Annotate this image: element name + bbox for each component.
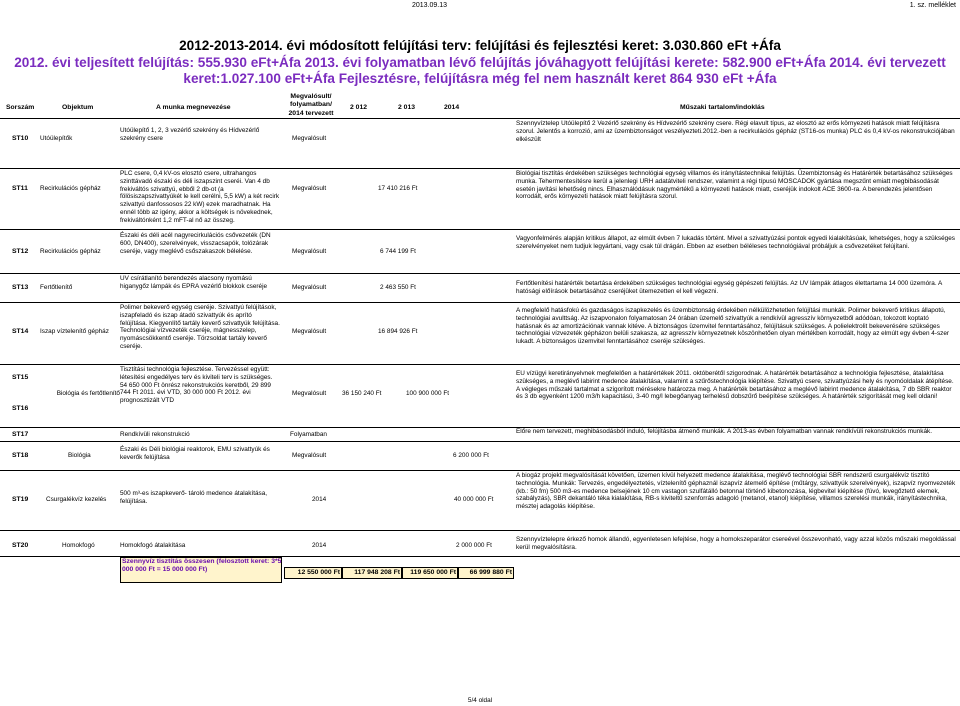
row-object: Biológia bbox=[68, 452, 91, 459]
row-status: Megvalósult bbox=[292, 185, 327, 192]
row-divider bbox=[0, 441, 960, 442]
row-id: ST10 bbox=[12, 135, 29, 142]
row-id: ST12 bbox=[12, 248, 29, 255]
row-divider bbox=[0, 118, 960, 119]
row-technical: Szennyvíztelep Utóülepítő 2 Vezérlő szekrény és Hídvezérlő szekrény csere. Régi elavult típus, az elosztó az erős környezeti hatások miatt felújításra szorul. Jelentős a korrozió, ami az üzembiztonságot veszélyezteti.2012.-ben a recirkulációs gépház (ST16-os munka) PLC és 0,4 kV-os rekonstrukciójában elkészült bbox=[516, 120, 955, 143]
row-work: Utóülepítő 1, 2, 3 vezérlő szekrény és Hídvezérlő szekrény csere bbox=[120, 127, 260, 142]
row-divider bbox=[0, 168, 960, 169]
row-2014: 2 000 000 Ft bbox=[456, 542, 492, 549]
annex-label: 1. sz. melléklet bbox=[909, 2, 956, 9]
row-object: Csurgalékvíz kezelés bbox=[46, 496, 107, 503]
page-number: 5/4 oldal bbox=[467, 697, 493, 704]
row-2012: 2 463 550 Ft bbox=[380, 284, 416, 291]
title-line-3: keret:1.027.100 eFt+Áfa Fejlesztésre, felújításra még fel nem használt keret 864 930 eFt +Áfa bbox=[183, 71, 777, 86]
document-title bbox=[0, 38, 960, 88]
row-technical: A biogáz projekt megvalósítását követően, üzemen kívül helyezett medence átalakítása, meglévő technológiai SBR rendszerű csurgalékvíz tisztító technológia. Munkák: Tervezés, engedélyeztetés, víztelenítő géphaznál iszapvíz átemelő építése (műtárgy, szivattyúk szerelvények), iszapvíz nyomvezeték (kb.: 50 fm) 500 m3-es medence belsejének 10 cm vastagon szulfátálló betonnal történő kibetonozása, légbevitel kiépítése (fúvó, levegőztető elemek, szabályzás), SBR dekantáló téka kialakítása, RB-s kiviteltű szenforrás adagoló (metanol, etanol) kiépítése, villamos szerelési munkák, irányítástechnika, mésztej adagolás kiépítése. bbox=[516, 472, 956, 511]
row-divider bbox=[0, 530, 960, 531]
col-header-statusz: Megvalósult/ folyamatban/ 2014 tervezett bbox=[288, 93, 334, 117]
summary-2013: 119 650 000 Ft bbox=[410, 569, 456, 576]
row-status: Megvalósult bbox=[292, 390, 327, 397]
row-technical: Szennyvíztelepre érkező homok állandó, egyenletesen lefejtése, hogy a homokszeparátor csereével összevonható, vagy azzal közös műszaki megoldással kerül megvalósításra. bbox=[516, 536, 956, 551]
summary-2014: 66 999 880 Ft bbox=[469, 569, 512, 576]
row-work: Északi és Déli biológiai reaktorok, EMU szivattyúk és keverők felújítása bbox=[120, 446, 270, 461]
row-id: ST18 bbox=[12, 452, 29, 459]
row-divider bbox=[0, 470, 960, 471]
summary-statusz: 12 550 000 Ft bbox=[297, 569, 340, 576]
row-work: UV csírátlanító berendezés alacsony nyomású higanygőz lámpák és EPRA vezérlő blokkok cseréje bbox=[120, 275, 268, 290]
row-2013: 100 900 000 Ft bbox=[406, 390, 449, 397]
row-work: Homokfogó átalakítása bbox=[120, 542, 186, 549]
col-header-sorszam: Sorszám bbox=[6, 104, 35, 111]
row-technical: Fertőtlenítési határérték betartása érdekében szükséges technológiai egység gépészeti felújítás. Az UV lámpák átlagos élettartama 14 000 üzemóra. A hatósági előírások betartásához cseréjüket ütemezetten el kell végezni. bbox=[516, 280, 942, 295]
row-work: Polimer bekeverő egység cseréje. Szivattyú felújítások, iszapfeladó és iszap átadó szivattyúk és aprító felújítása. Kiegyenlítő tartály keverő szivattyúk felújítása. Technológiai vízvezeték cseréje, mágnesszelep, nyomáscsökkentő cseréje. Törzsoldat tartály keverő cseréje. bbox=[120, 304, 280, 351]
row-id: ST19 bbox=[12, 496, 29, 503]
row-divider bbox=[0, 273, 960, 274]
row-work: Északi és déli acél nagyrecirkulációs csővezeték (DN 600, DN400), szerelvények, visszacsapók, tolózárak cseréje, vagy meglévő csőszakaszok bélelése. bbox=[120, 232, 271, 255]
row-id: ST15 bbox=[12, 374, 29, 381]
row-status: Megvalósult bbox=[292, 135, 327, 142]
row-technical: Vagyonfelmérés alapján kritikus állapot, az elmúlt évben 7 lukadás történt. Mivel a szivattyúzási pontok egyedi kialakításúak, lehetséges, hogy a szükséges szerelvényeket nem tudjuk legyártani, vagy csak túl drágán. Ebben az esetben béléleses technológiával próbáljuk a csővezetéket felújítani. bbox=[516, 235, 955, 250]
row-technical: A megfelelő hatásfokú és gazdaságos iszapkezelés és üzembiztonság érdekében nélkülözhetetlen felújítási munkák. Polimer bekeverő kritikus állapotú, technológiai avulttság. Az iszapvonalon folyamatosan 24 órában üzemelő szivattyúk a rendkívül agresszív környezetből adódóan, tokozott koptató hatásnak és az amortizációnak vannak kitéve. A biztonságos üzemvitel fenntartásához, felújításuk szükséges. A polielektrolit bekeverésére szükséges technológiai vízvezeték gépházon belüli szakasza, az agresszív környezetnek köszönhetően olyan mértékben korrodált, hogy az elmúlt egy évben 4-szer lukadt. A biztonságos üzemvitel fenntartásához cseréje szükséges. bbox=[516, 307, 950, 346]
row-id: ST17 bbox=[12, 431, 29, 438]
row-2012: 6 744 199 Ft bbox=[380, 248, 416, 255]
document-date: 2013.09.13 bbox=[412, 2, 448, 9]
row-work: PLC csere, 0,4 kV-os elosztó csere, ultrahangos szinttávadó északi és déli iszapszint cseréi. Van 4 db frekiváltós szivattyú, ebből 2 db-ot (a fölösiszapszivattyúkét le kell cerélni, 5,5 kW) a két recirk szivattyú danfossosos 22 kW) ezek maradhatnak. Ha ennél több az igény, akkor a költségek is növekednek, frekiváltónként 1,2 mFT-al nő az összeg. bbox=[120, 170, 280, 224]
row-status: 2014 bbox=[312, 542, 327, 549]
row-object: Iszap víztelenítő gépház bbox=[40, 328, 109, 335]
title-line-2: 2012. évi teljesített felújítás: 555.930 eFt+Áfa 2013. évi folyamatban lévő felújítás jóváhagyott felújítási kerete: 582.900 eFt+Áfa 2014. évi tervezett bbox=[14, 54, 946, 70]
row-object: Recirkulációs gépház bbox=[40, 185, 101, 192]
row-work: Rendkívüli rekonstrukció bbox=[120, 431, 190, 438]
row-object: Biológia és fertőtlenítő bbox=[56, 390, 120, 397]
row-object: Fertőtlenítő bbox=[40, 284, 73, 291]
row-status: Megvalósult bbox=[292, 248, 327, 255]
row-status: Megvalósult bbox=[292, 284, 327, 291]
row-2014: 40 000 000 Ft bbox=[454, 496, 494, 503]
row-status: Megvalósult bbox=[292, 452, 327, 459]
row-id: ST14 bbox=[12, 328, 29, 335]
row-2013: 2014 bbox=[312, 496, 327, 503]
row-technical: EU vízügyi keretirányelvnek megfelelően a határértékek 2011. októberétől szigorodnak. A határérték betartásához a technológia fejlesztése, átalakítása szükséges, a meglévő labirint medence átalakítása, valamint a szűrőstechnológia kiépítése. Szivattyú csere, szivattyúzási hely és nyomóoldalak átépítése. A végleges műszaki tartalmat a szigorított mérésekre határozza meg. A határérték betartásához a meglévő labirint medence átalakítása, 7 db SBR reaktor és 3 db egyenként 1200 m3/h kapacitású, 3-40 mg/l lebegőanyag terhelésű dobszűrő beépítése szükséges. A határérték szigorítását meg kell oldani! bbox=[516, 370, 954, 401]
row-2013: 6 200 000 Ft bbox=[453, 452, 489, 459]
row-work: Tisztítási technológia fejlesztése. Tervezéssel együtt: létesítési engedélyes terv és kiviteli terv is szükséges. 54 650 000 Ft önrész rekonstrukciós keretből, 29 899 744 Ft 2011. évi VTD, 30 000 000 Ft 2012. évi prognosztizált VTD bbox=[120, 366, 273, 405]
row-2012: 36 150 240 Ft bbox=[342, 390, 382, 397]
row-id: ST13 bbox=[12, 284, 29, 291]
row-id-secondary: ST16 bbox=[12, 405, 29, 412]
row-object: Homokfogó bbox=[62, 542, 95, 549]
row-status: Folyamatban bbox=[290, 431, 327, 438]
title-line-1: 2012-2013-2014. évi módosított felújítási terv: felújítási és fejlesztési keret: 3.030.860 eFt +Áfa bbox=[179, 38, 781, 53]
row-technical: Előre nem tervezett, meghibásodásból induló, felújításba átmenő munkák. A 2013-as évben folyamatban vannak rendkívüli rekonstrukciós munkák. bbox=[516, 428, 932, 435]
row-object: Recirkulációs gépház bbox=[40, 248, 101, 255]
summary-2012: 117 948 208 Ft bbox=[354, 569, 400, 576]
row-work: 500 m³-es iszapkeverő- tároló medence átalakítása, felújítása. bbox=[120, 490, 268, 505]
row-2012: 17 410 216 Ft bbox=[378, 185, 418, 192]
row-divider bbox=[0, 364, 960, 365]
row-id: ST11 bbox=[12, 185, 28, 192]
row-divider bbox=[0, 302, 960, 303]
row-divider bbox=[0, 229, 960, 230]
col-header-2014: 2014 bbox=[444, 104, 460, 111]
col-header-muszaki: Műszaki tartalom/indoklás bbox=[680, 104, 765, 111]
col-header-2013: 2 013 bbox=[398, 104, 416, 111]
row-object: Utóülepítők bbox=[40, 135, 73, 142]
col-header-munka: A munka megnevezése bbox=[156, 104, 231, 111]
row-technical: Biológiai tisztítás érdekében szükséges technológiai egység villamos és irányítástechnikai felújítás. Üzembiztonság és Határérték betartásához szükséges munka. Tehermentesítésre kerül a jelenlegi URH adatátviteli rendszer, valamint a régi típusú MOSCADOK gyártása megszűnt emiatt megbibásodását esetén javítási lehetőség nincs. Elhasználódásuk nagymértékű a környezeti hatások miatt, cseréjük indokolt ACE 3600-ra. A berendezés jelentősen korrodált, erős környezeti hatások miatt felújításra szorul. bbox=[516, 170, 953, 201]
row-status: Megvalósult bbox=[292, 328, 327, 335]
col-header-objektum: Objektum bbox=[62, 104, 94, 111]
row-2012: 16 894 926 Ft bbox=[378, 328, 418, 335]
summary-label: Szennyvíz tisztítás összesen (felosztott keret: 3*5 000 000 Ft = 15 000 000 Ft) bbox=[122, 558, 282, 574]
row-id: ST20 bbox=[12, 542, 29, 549]
col-header-2012: 2 012 bbox=[350, 104, 368, 111]
